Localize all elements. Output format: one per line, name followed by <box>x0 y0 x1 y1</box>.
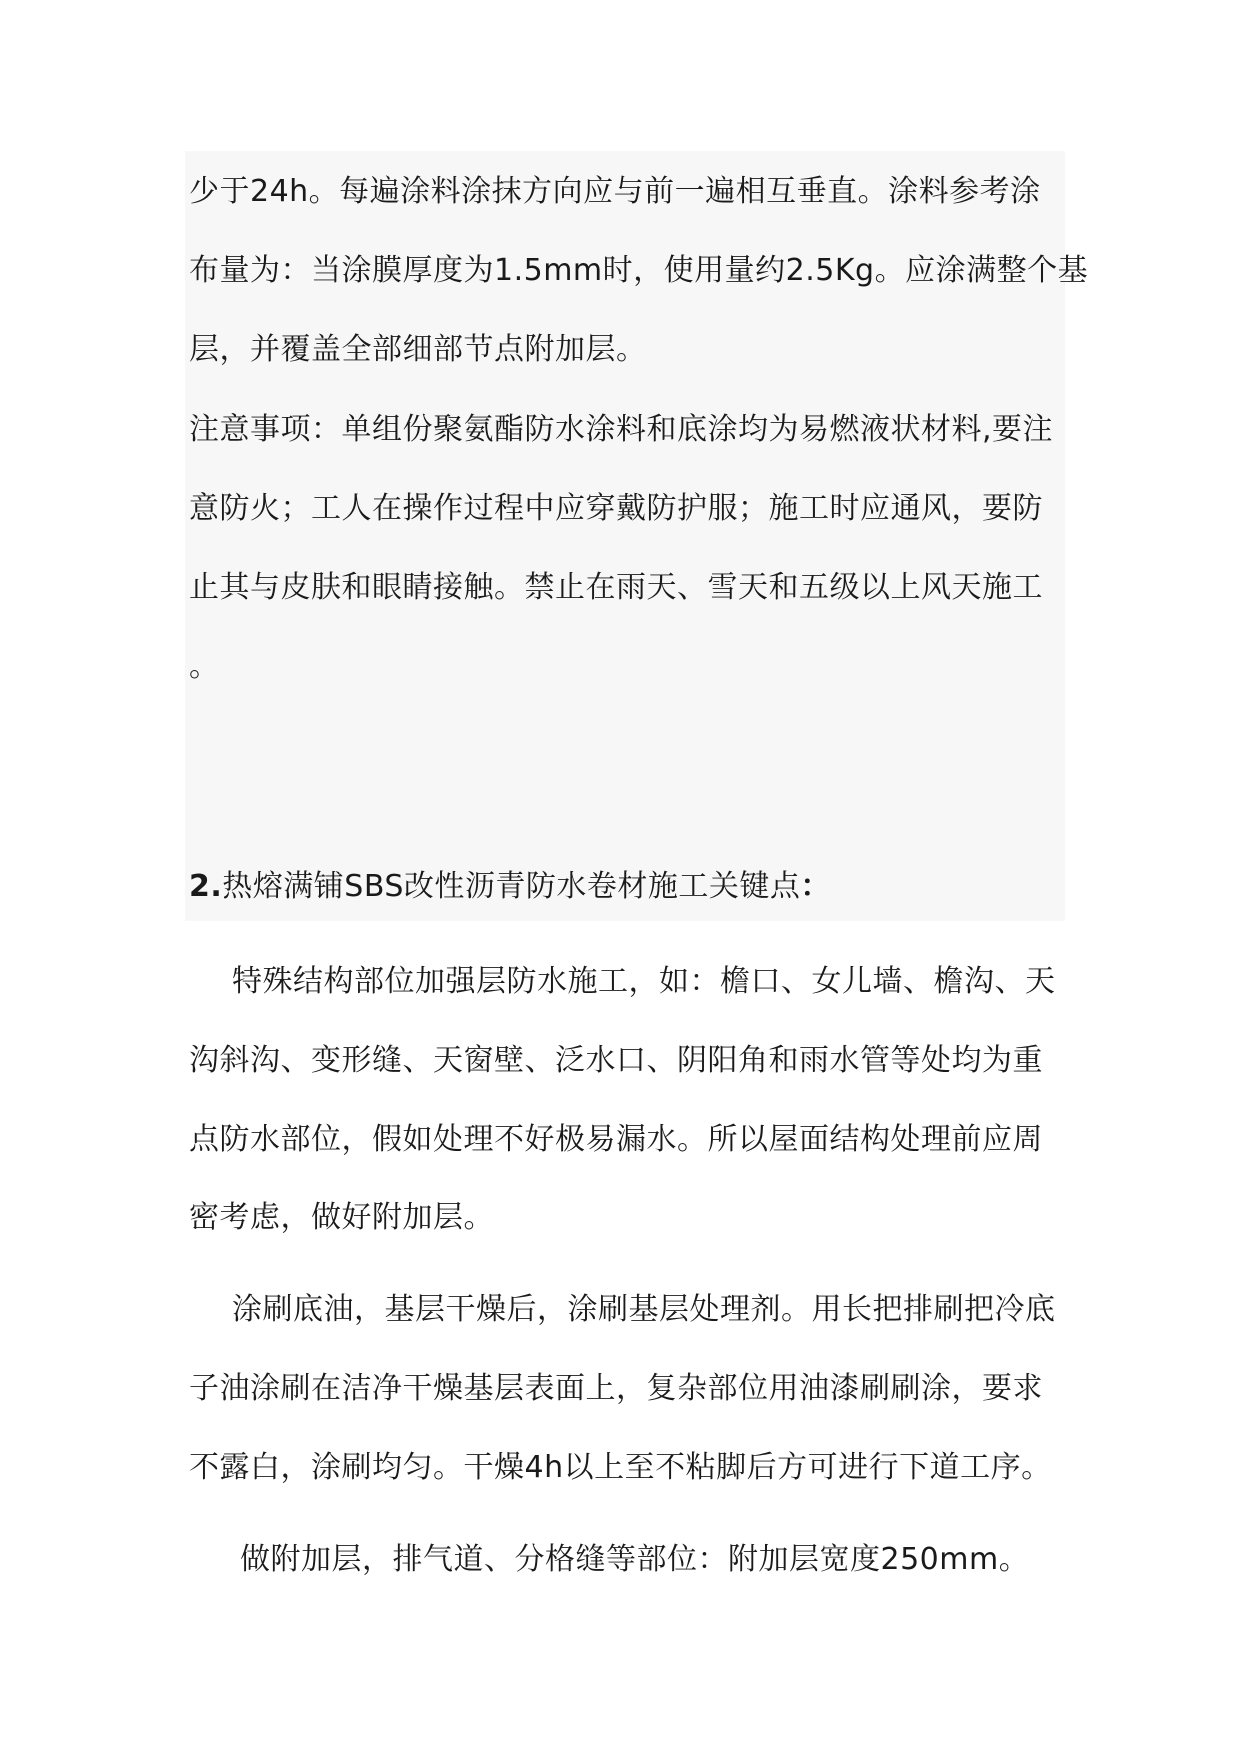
section-heading-colon: ： <box>800 869 831 904</box>
paragraph-1-line-2: 布量为：当涂膜厚度为1.5mm时，使用量约2.5Kg。应涂满整个基 <box>189 253 1089 288</box>
section-heading-text: 热熔满铺SBS改性沥青防水卷材施工关键点 <box>222 869 801 904</box>
paragraph-2-line-1: 注意事项：单组份聚氨酯防水涂料和底涂均为易燃液状材料,要注 <box>189 412 1054 447</box>
paragraph-3-line-3: 点防水部位，假如处理不好极易漏水。所以屋面结构处理前应周 <box>189 1122 1043 1157</box>
paragraph-2-line-2: 意防火；工人在操作过程中应穿戴防护服；施工时应通风，要防 <box>189 491 1043 526</box>
paragraph-4-line-3: 不露白，涂刷均匀。干燥4h以上至不粘脚后方可进行下道工序。 <box>189 1450 1052 1485</box>
section-heading <box>189 867 831 907</box>
section-heading-number: 2. <box>189 869 223 904</box>
paragraph-3-line-1: 特殊结构部位加强层防水施工，如：檐口、女儿墙、檐沟、天 <box>232 964 1056 999</box>
paragraph-2-line-4: 。 <box>189 649 220 684</box>
paragraph-3-line-4: 密考虑，做好附加层。 <box>189 1200 494 1235</box>
paragraph-2-line-3: 止其与皮肤和眼睛接触。禁止在雨天、雪天和五级以上风天施工 <box>189 570 1043 605</box>
paragraph-1-line-1: 少于24h。每遍涂料涂抹方向应与前一遍相互垂直。涂料参考涂 <box>189 174 1041 209</box>
paragraph-5-line-1: 做附加层，排气道、分格缝等部位：附加层宽度250mm。 <box>240 1542 1030 1577</box>
paragraph-1-line-3: 层，并覆盖全部细部节点附加层。 <box>189 332 647 367</box>
paragraph-4-line-2: 子油涂刷在洁净干燥基层表面上，复杂部位用油漆刷刷涂，要求 <box>189 1371 1043 1406</box>
paragraph-4-line-1: 涂刷底油，基层干燥后，涂刷基层处理剂。用长把排刷把冷底 <box>232 1292 1056 1327</box>
paragraph-3-line-2: 沟斜沟、变形缝、天窗壁、泛水口、阴阳角和雨水管等处均为重 <box>189 1043 1043 1078</box>
